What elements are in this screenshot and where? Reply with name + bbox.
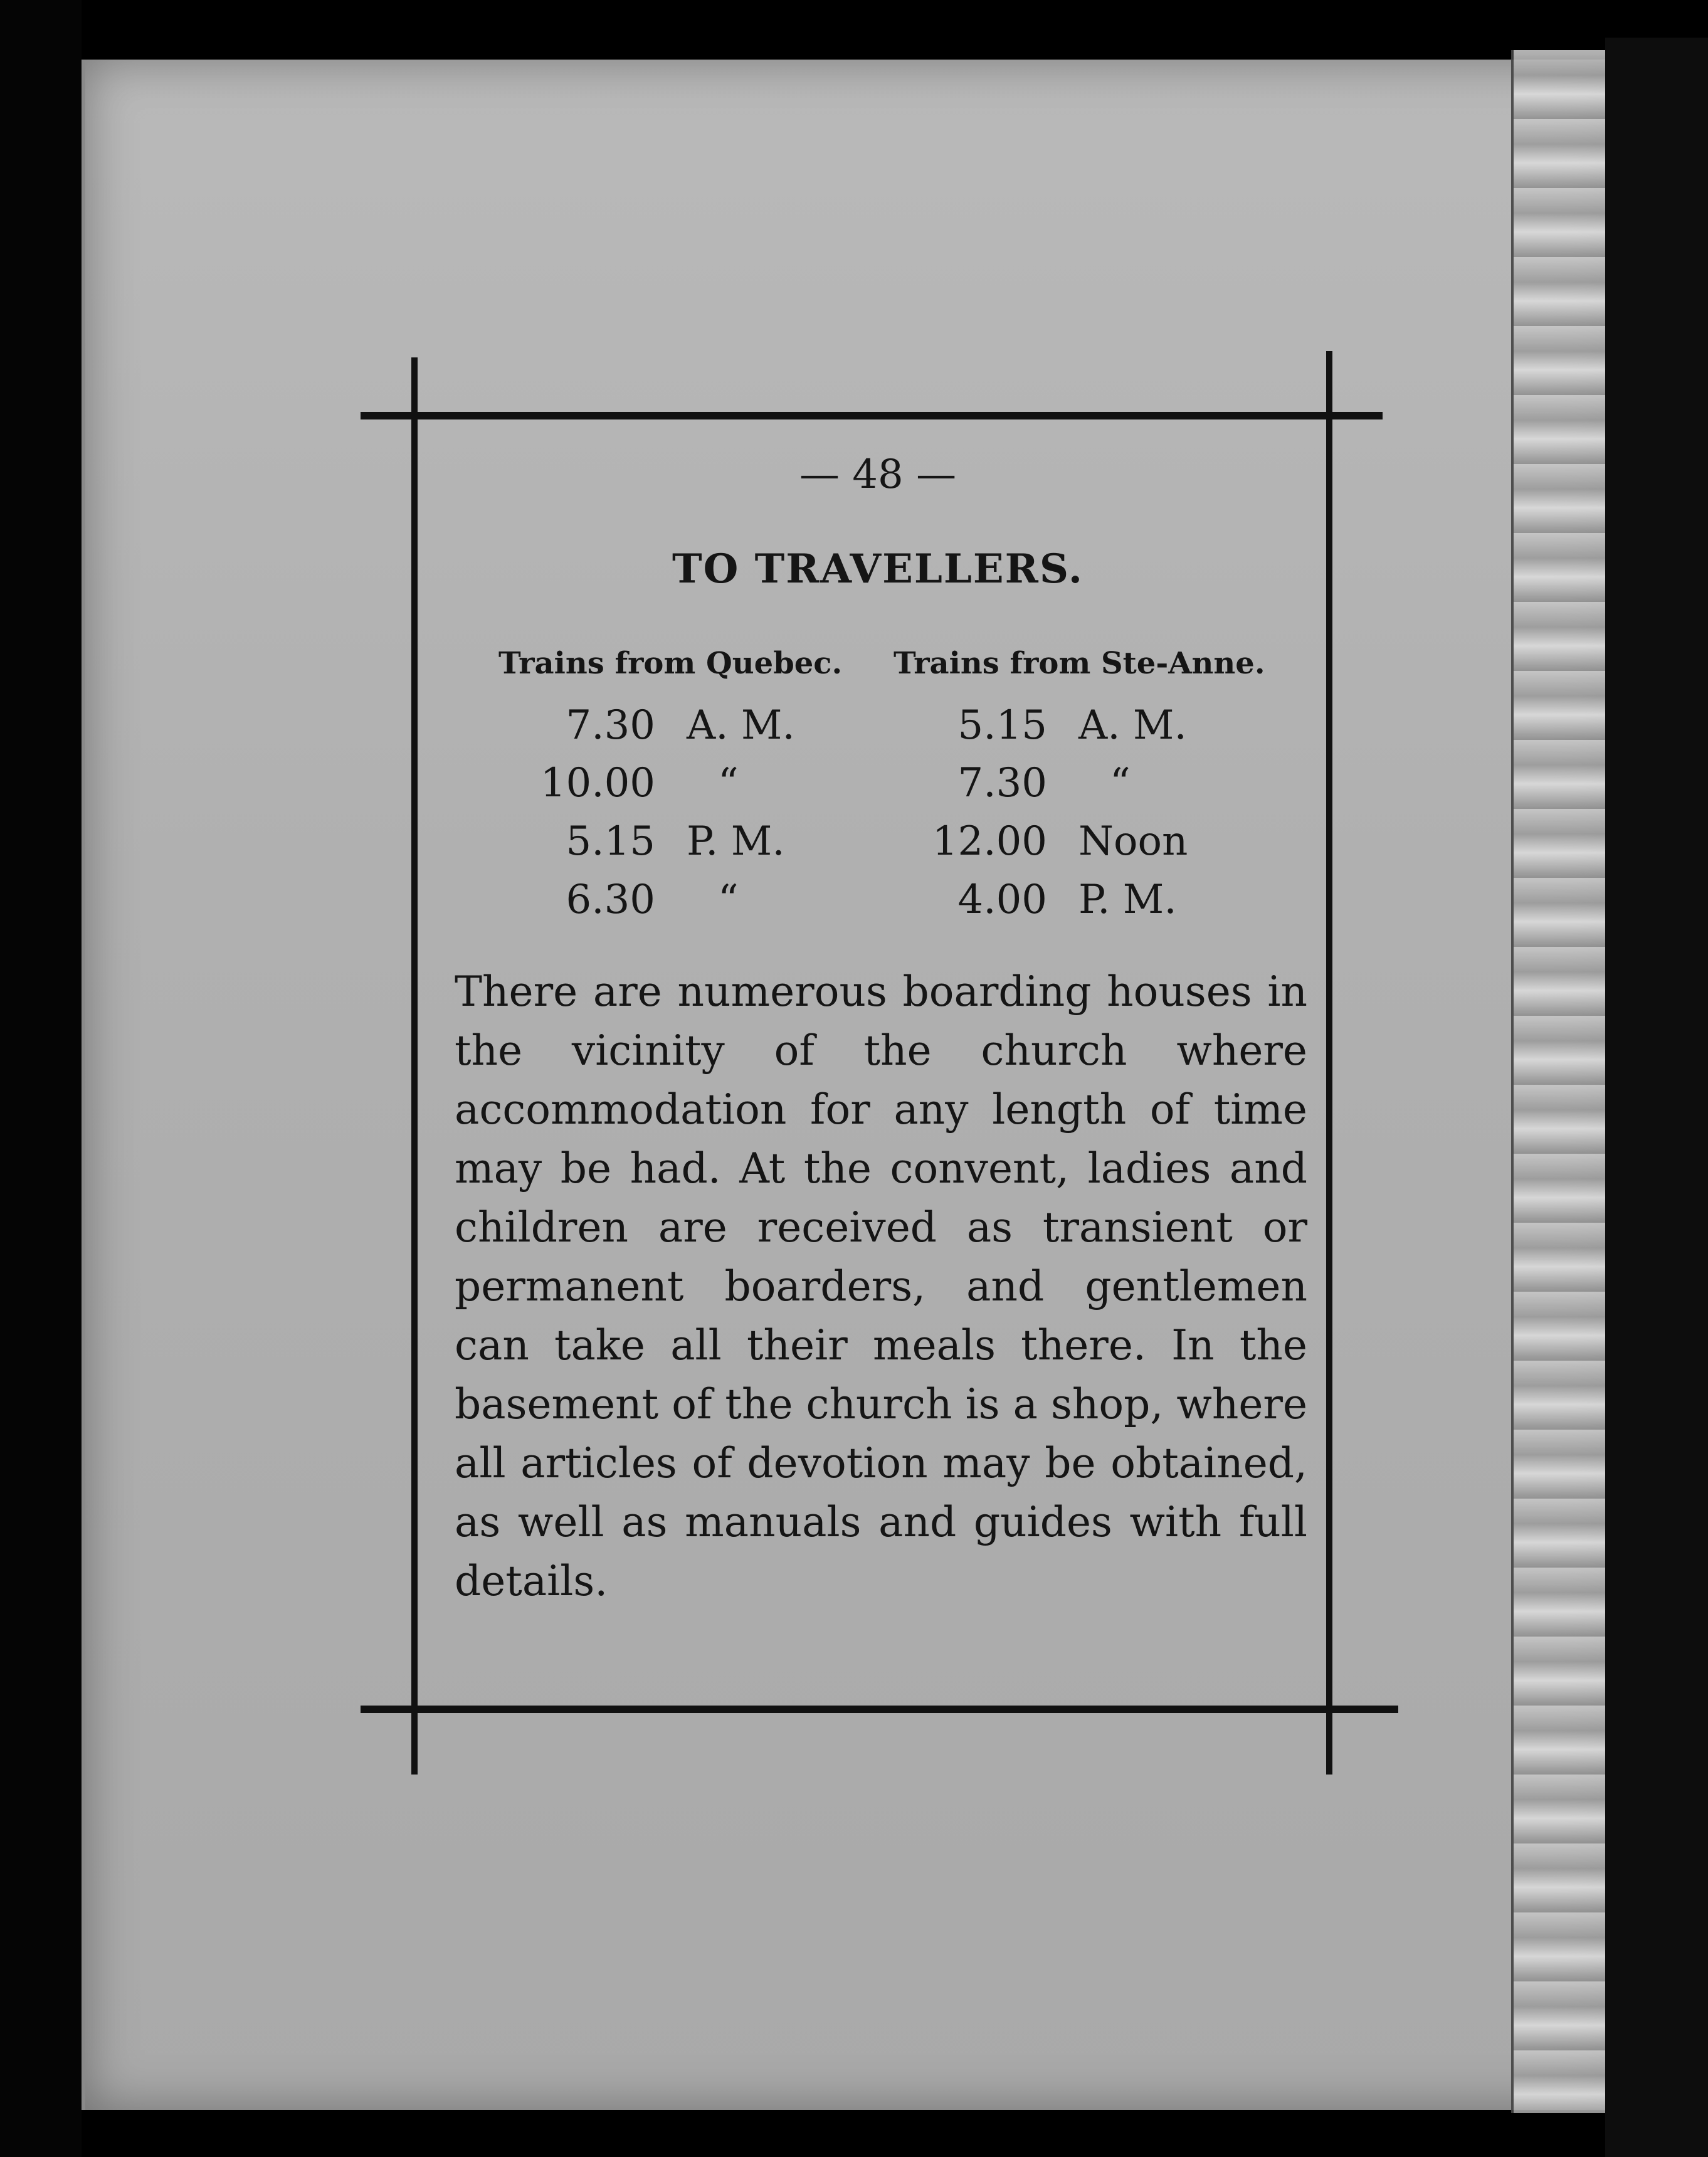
time-suffix: “: [718, 877, 739, 923]
frame-rule-bottom: [361, 1706, 1398, 1713]
departure-time: 5.15: [566, 818, 655, 865]
time-suffix: A. M.: [687, 702, 795, 749]
frame-rule-right: [1326, 351, 1332, 1775]
body-paragraph: There are numerous boarding houses in the vicinity of the church where accommodation for any length of time may be had. At the convent, ladies and children are received as transient or permanent boarders, and gentlemen can take all their meals there. In the basement of the church is a shop, where all articles of devotion may be obtained, as well as manuals and guides with full details.: [455, 968, 1307, 1605]
frame-rule-left: [411, 357, 418, 1775]
time-suffix: “: [718, 760, 739, 806]
page-number: — 48 —: [799, 451, 957, 498]
section-heading: TO TRAVELLERS.: [672, 546, 1084, 593]
timetable-row-ste-anne: [859, 702, 1248, 759]
column-header-ste-anne: Trains from Ste-Anne.: [894, 646, 1265, 681]
time-suffix: P. M.: [687, 818, 785, 865]
timetable-row-ste-anne: [859, 818, 1248, 875]
frame-rule-top: [361, 412, 1383, 419]
timetable-row-quebec: [467, 877, 843, 933]
time-suffix: P. M.: [1078, 877, 1177, 923]
torn-binding-edge: [1511, 50, 1608, 2113]
timetable-row-quebec: [467, 760, 843, 816]
time-suffix: Noon: [1078, 818, 1188, 865]
timetable-row-quebec: [467, 818, 843, 875]
departure-time: 6.30: [566, 877, 655, 923]
scan-background-left: [0, 0, 82, 2157]
departure-time: 5.15: [957, 702, 1047, 749]
timetable-row-ste-anne: [859, 760, 1248, 816]
timetable-row-quebec: [467, 702, 843, 759]
time-suffix: “: [1110, 760, 1131, 806]
scan-background-right: [1605, 38, 1708, 2157]
departure-time: 7.30: [566, 702, 655, 749]
timetable-row-ste-anne: [859, 877, 1248, 933]
time-suffix: A. M.: [1078, 702, 1187, 749]
departure-time: 10.00: [540, 760, 655, 806]
departure-time: 12.00: [932, 818, 1047, 865]
column-header-quebec: Trains from Quebec.: [498, 646, 843, 681]
departure-time: 4.00: [957, 877, 1047, 923]
departure-time: 7.30: [957, 760, 1047, 806]
